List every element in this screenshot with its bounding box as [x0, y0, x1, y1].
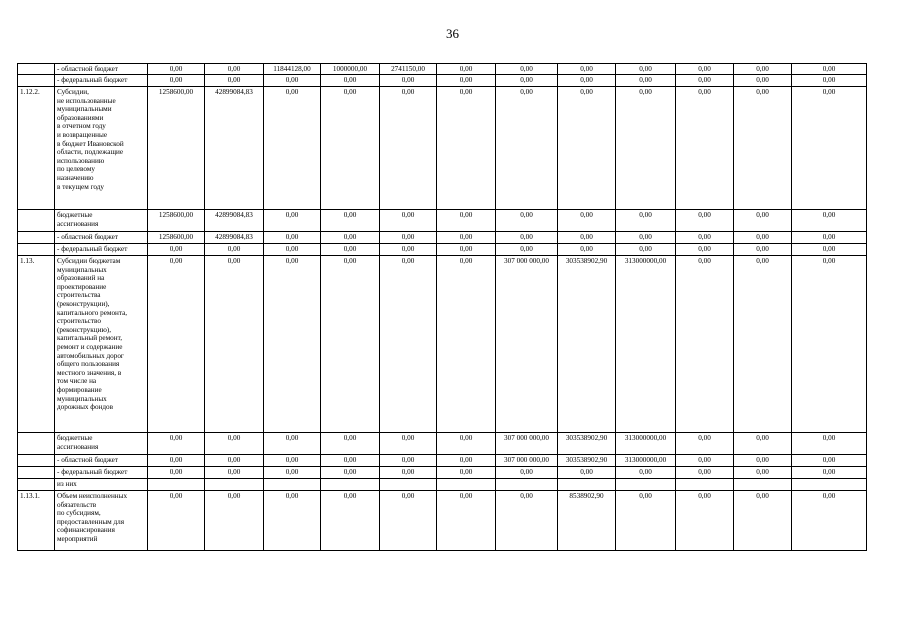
value-cell: 0,00 [264, 244, 321, 256]
row-code [18, 244, 55, 256]
budget-table [17, 63, 867, 551]
value-cell: 307 000 000,00 [496, 433, 558, 455]
value-cell: 0,00 [437, 64, 496, 75]
value-cell: 0,00 [496, 467, 558, 479]
row-name: - областной бюджет [55, 455, 148, 467]
value-cell: 0,00 [148, 256, 205, 433]
row-name: бюджетные ассигнования [55, 210, 148, 232]
value-cell [205, 479, 264, 491]
value-cell: 0,00 [792, 433, 867, 455]
value-cell: 0,00 [558, 467, 616, 479]
row-code: 1.12.2. [18, 87, 55, 210]
value-cell: 0,00 [792, 455, 867, 467]
row-name: Объем неисполненных обязательств по субсидиям, предоставленным для софинансирования мероприятий [55, 491, 148, 551]
value-cell: 0,00 [380, 491, 437, 551]
row-code: 1.13. [18, 256, 55, 433]
row-name: бюджетные ассигнования [55, 433, 148, 455]
value-cell: 0,00 [380, 467, 437, 479]
value-cell: 42899084,83 [205, 87, 264, 210]
value-cell [437, 479, 496, 491]
value-cell: 1258600,00 [148, 87, 205, 210]
value-cell: 0,00 [437, 467, 496, 479]
value-cell: 0,00 [616, 232, 676, 244]
row-code [18, 433, 55, 455]
value-cell: 0,00 [496, 87, 558, 210]
value-cell: 0,00 [496, 210, 558, 232]
value-cell: 0,00 [380, 232, 437, 244]
value-cell: 0,00 [264, 467, 321, 479]
value-cell: 0,00 [437, 433, 496, 455]
value-cell: 0,00 [437, 455, 496, 467]
value-cell: 0,00 [380, 210, 437, 232]
value-cell: 0,00 [264, 256, 321, 433]
value-cell [734, 479, 792, 491]
value-cell: 42899084,83 [205, 232, 264, 244]
value-cell: 0,00 [734, 210, 792, 232]
value-cell [792, 479, 867, 491]
value-cell: 0,00 [148, 244, 205, 256]
row-name: - федеральный бюджет [55, 467, 148, 479]
table-row [18, 433, 867, 455]
row-name: - областной бюджет [55, 64, 148, 75]
table-row [18, 479, 867, 491]
value-cell: 0,00 [734, 75, 792, 87]
value-cell [380, 479, 437, 491]
value-cell: 0,00 [437, 491, 496, 551]
value-cell: 0,00 [676, 210, 734, 232]
value-cell: 0,00 [205, 256, 264, 433]
value-cell: 0,00 [616, 467, 676, 479]
row-code [18, 455, 55, 467]
value-cell: 0,00 [496, 491, 558, 551]
value-cell: 0,00 [676, 433, 734, 455]
value-cell: 1000000,00 [321, 64, 380, 75]
table-row [18, 232, 867, 244]
value-cell: 0,00 [148, 75, 205, 87]
row-name: Субсидии бюджетам муниципальных образований на проектирование строительства (реконструкции), капитального ремонта, строительство (реконструкцию), капитальный ремонт, ремонт и содержание автомобильных дорог общего пользования местного значения, в том числе на формирование муниципальных дорожных фондов [55, 256, 148, 433]
value-cell: 0,00 [496, 232, 558, 244]
value-cell: 0,00 [496, 64, 558, 75]
value-cell: 0,00 [148, 64, 205, 75]
value-cell: 0,00 [792, 75, 867, 87]
value-cell [264, 479, 321, 491]
value-cell: 0,00 [321, 232, 380, 244]
value-cell: 0,00 [792, 210, 867, 232]
value-cell: 313000000,00 [616, 455, 676, 467]
value-cell: 0,00 [321, 491, 380, 551]
value-cell: 0,00 [734, 491, 792, 551]
value-cell: 303538902,90 [558, 256, 616, 433]
value-cell: 0,00 [321, 256, 380, 433]
value-cell: 0,00 [205, 491, 264, 551]
value-cell: 0,00 [205, 455, 264, 467]
value-cell: 0,00 [437, 87, 496, 210]
value-cell: 0,00 [437, 244, 496, 256]
row-code [18, 210, 55, 232]
value-cell: 0,00 [205, 433, 264, 455]
value-cell: 0,00 [496, 244, 558, 256]
value-cell: 0,00 [321, 244, 380, 256]
value-cell: 0,00 [380, 455, 437, 467]
value-cell: 0,00 [558, 210, 616, 232]
value-cell: 0,00 [321, 467, 380, 479]
row-code [18, 64, 55, 75]
value-cell: 0,00 [676, 64, 734, 75]
table-row [18, 244, 867, 256]
value-cell: 0,00 [734, 433, 792, 455]
value-cell: 0,00 [321, 433, 380, 455]
value-cell: 0,00 [264, 491, 321, 551]
value-cell: 0,00 [792, 232, 867, 244]
value-cell: 0,00 [616, 244, 676, 256]
value-cell: 1258600,00 [148, 210, 205, 232]
value-cell: 0,00 [792, 256, 867, 433]
value-cell: 0,00 [437, 75, 496, 87]
value-cell: 0,00 [676, 455, 734, 467]
value-cell: 0,00 [616, 75, 676, 87]
value-cell [321, 479, 380, 491]
value-cell: 0,00 [676, 491, 734, 551]
row-name: - федеральный бюджет [55, 244, 148, 256]
row-name: из них [55, 479, 148, 491]
value-cell: 0,00 [734, 455, 792, 467]
value-cell: 0,00 [616, 87, 676, 210]
value-cell: 0,00 [734, 87, 792, 210]
row-code [18, 75, 55, 87]
row-code [18, 232, 55, 244]
value-cell: 0,00 [264, 433, 321, 455]
table-row [18, 491, 867, 551]
value-cell: 0,00 [437, 256, 496, 433]
value-cell: 0,00 [437, 210, 496, 232]
table-row [18, 64, 867, 75]
value-cell: 0,00 [380, 75, 437, 87]
value-cell: 303538902,90 [558, 455, 616, 467]
value-cell: 0,00 [321, 210, 380, 232]
value-cell: 0,00 [205, 75, 264, 87]
value-cell: 0,00 [616, 64, 676, 75]
value-cell: 0,00 [676, 75, 734, 87]
table-row [18, 455, 867, 467]
row-name: - областной бюджет [55, 232, 148, 244]
value-cell: 0,00 [205, 64, 264, 75]
value-cell [558, 479, 616, 491]
value-cell: 0,00 [792, 491, 867, 551]
value-cell [616, 479, 676, 491]
row-code: 1.13.1. [18, 491, 55, 551]
table-row [18, 210, 867, 232]
value-cell: 0,00 [264, 75, 321, 87]
value-cell: 0,00 [205, 467, 264, 479]
value-cell: 11844128,00 [264, 64, 321, 75]
value-cell: 0,00 [616, 210, 676, 232]
value-cell: 0,00 [734, 244, 792, 256]
value-cell: 42899084,83 [205, 210, 264, 232]
value-cell: 0,00 [792, 87, 867, 210]
value-cell: 0,00 [734, 256, 792, 433]
value-cell: 307 000 000,00 [496, 455, 558, 467]
value-cell: 0,00 [558, 75, 616, 87]
value-cell: 0,00 [148, 491, 205, 551]
value-cell: 0,00 [264, 232, 321, 244]
value-cell: 0,00 [264, 210, 321, 232]
value-cell: 0,00 [321, 455, 380, 467]
value-cell: 0,00 [148, 455, 205, 467]
value-cell: 313000000,00 [616, 256, 676, 433]
value-cell: 0,00 [734, 232, 792, 244]
table-row [18, 87, 867, 210]
value-cell: 0,00 [558, 244, 616, 256]
value-cell: 0,00 [676, 256, 734, 433]
value-cell: 313000000,00 [616, 433, 676, 455]
table-row [18, 256, 867, 433]
value-cell: 0,00 [558, 232, 616, 244]
value-cell: 0,00 [321, 87, 380, 210]
table-row [18, 75, 867, 87]
value-cell: 307 000 000,00 [496, 256, 558, 433]
row-name: Субсидии, не использованные муниципальными образованиями в отчетном году и возвращенные в бюджет Ивановской области, подлежащие использованию по целевому назначению в текущем году [55, 87, 148, 210]
value-cell: 0,00 [205, 244, 264, 256]
value-cell: 0,00 [380, 433, 437, 455]
value-cell: 0,00 [148, 433, 205, 455]
row-name: - федеральный бюджет [55, 75, 148, 87]
value-cell: 0,00 [676, 87, 734, 210]
value-cell: 0,00 [321, 75, 380, 87]
value-cell: 0,00 [264, 87, 321, 210]
value-cell [676, 479, 734, 491]
value-cell: 2741150,00 [380, 64, 437, 75]
page-number: 36 [446, 26, 459, 41]
value-cell: 0,00 [734, 467, 792, 479]
value-cell: 0,00 [380, 244, 437, 256]
value-cell: 0,00 [148, 467, 205, 479]
value-cell: 8538902,90 [558, 491, 616, 551]
value-cell: 0,00 [792, 467, 867, 479]
value-cell [148, 479, 205, 491]
row-code [18, 467, 55, 479]
value-cell: 0,00 [496, 75, 558, 87]
value-cell: 0,00 [792, 64, 867, 75]
value-cell: 0,00 [264, 455, 321, 467]
value-cell: 0,00 [676, 232, 734, 244]
value-cell: 0,00 [616, 491, 676, 551]
value-cell: 303538902,90 [558, 433, 616, 455]
value-cell: 0,00 [380, 256, 437, 433]
value-cell: 1258600,00 [148, 232, 205, 244]
value-cell: 0,00 [676, 467, 734, 479]
value-cell: 0,00 [437, 232, 496, 244]
value-cell [496, 479, 558, 491]
value-cell: 0,00 [558, 64, 616, 75]
value-cell: 0,00 [734, 64, 792, 75]
value-cell: 0,00 [792, 244, 867, 256]
value-cell: 0,00 [558, 87, 616, 210]
table-row [18, 467, 867, 479]
value-cell: 0,00 [380, 87, 437, 210]
row-code [18, 479, 55, 491]
value-cell: 0,00 [676, 244, 734, 256]
